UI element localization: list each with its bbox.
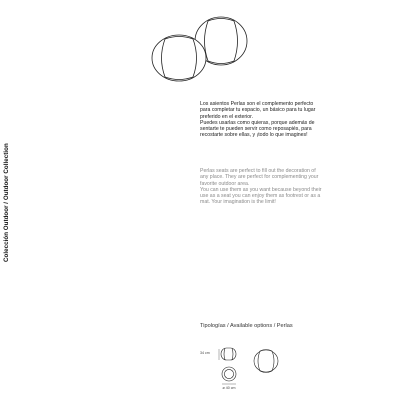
description-en-line: use as a seat you can enjoy them as footrest or as a <box>200 193 321 200</box>
top-view-drawing <box>222 367 236 381</box>
perlas-seats-illustration <box>148 14 252 84</box>
perspective-view-drawing <box>254 350 278 373</box>
description-english <box>200 168 350 206</box>
description-es-line: recostarte sobre ellas, y ¡todo lo que imagines! <box>200 132 308 139</box>
description-es-line: para completar tu espacio, un básico para tu lugar <box>200 107 316 114</box>
description-en-line: any place. They are perfect for complementing your <box>200 174 319 181</box>
collection-side-title: Colección Outdoor / Outdoor Collection <box>3 143 10 262</box>
description-en-line: mat. Your imagination is the limit! <box>200 199 276 206</box>
description-spanish <box>200 101 350 139</box>
side-view-drawing <box>221 348 236 360</box>
description-es-line: preferido en el exterior. <box>200 113 254 120</box>
available-options-label: Tipologías / Available options / Perlas <box>200 323 293 329</box>
description-en-line: You can use them as you want because beyond their <box>200 186 322 193</box>
perlas-seat-front <box>152 35 206 81</box>
diameter-dimension-label: ø 40 cm <box>222 386 236 390</box>
technical-drawing <box>200 340 280 392</box>
description-en-line: Perlas seats are perfect to fill out the decoration of <box>200 168 316 174</box>
description-es-line: Puedes usarlas como quieras, porque además de <box>200 119 315 126</box>
description-en-line: favorite outdoor area. <box>200 180 250 187</box>
description-es-line: sentarte te pueden servir como reposapiés, para <box>200 126 312 133</box>
height-dimension-label: 34 cm <box>200 351 210 355</box>
description-es-line: Los asientos Perlas son el complemento perfecto <box>200 101 314 107</box>
